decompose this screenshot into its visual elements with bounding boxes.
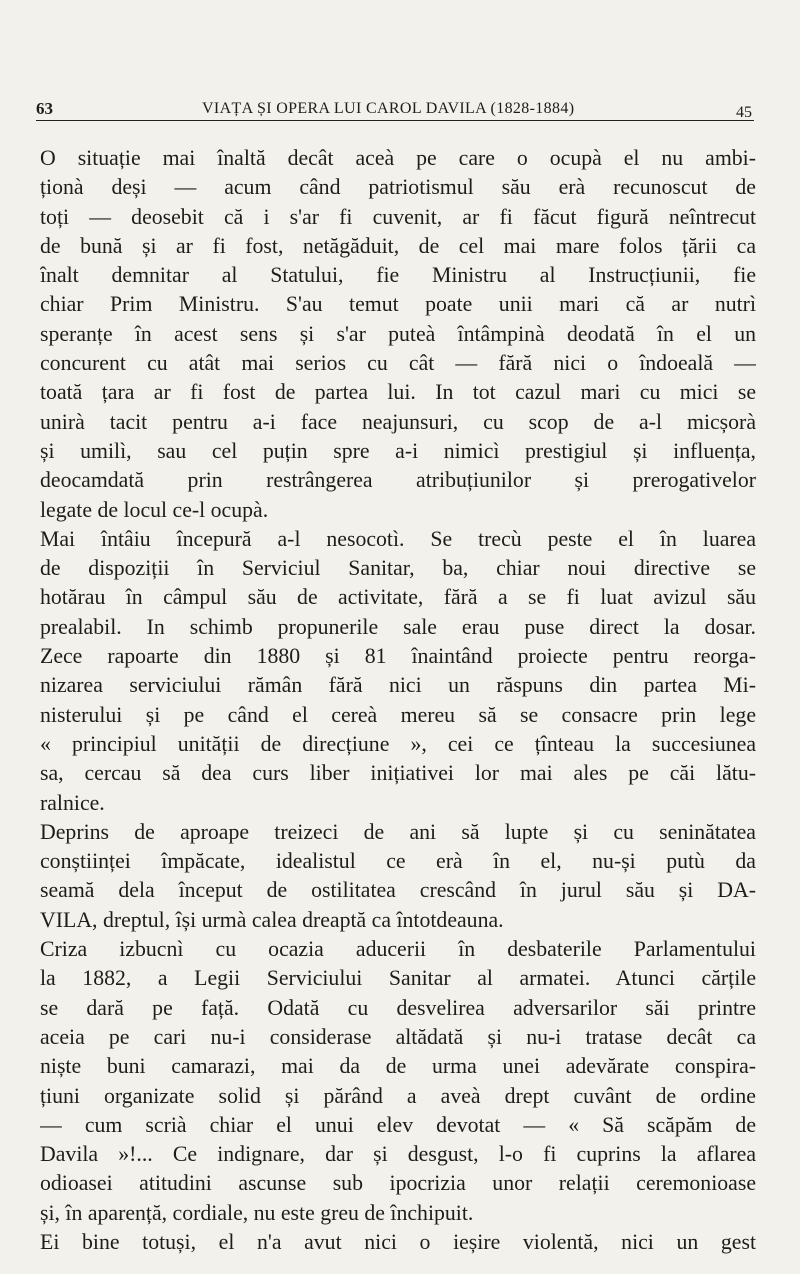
body-text: [40, 144, 756, 1257]
paragraph-end-line: legate de locul ce-l ocupà.: [40, 497, 269, 522]
text-line: de bună și ar fi fost, netăgăduit, de cel mai mare folos țării ca: [40, 233, 756, 258]
text-line: nizarea serviciului rămân fără nici un răspuns din partea Mi-: [40, 673, 756, 698]
text-line: înalt demnitar al Statului, fie Ministru al Instrucțiunii, fie: [40, 263, 756, 288]
text-line: odioasei atitudini ascunse sub ipocrizia unor relații ceremonioase: [40, 1171, 756, 1196]
paragraph-end-line: VILA, dreptul, își urmà calea dreaptă ca întotdeauna.: [40, 907, 504, 932]
text-line: toți — deosebit că i s'ar fi cuvenit, ar fi făcut figură neîntrecut: [40, 204, 756, 229]
text-line: speranțe în acest sens și s'ar puteà întâmpinà deodată în el un: [40, 321, 756, 346]
text-line: concurent cu atât mai serios cu cât — fără nici o îndoeală —: [40, 351, 756, 376]
left-page-number: 63: [36, 99, 53, 118]
text-line: chiar Prim Ministru. S'au temut poate unii mari că ar nutrì: [40, 292, 756, 317]
text-line: toată țara ar fi fost de partea lui. In tot cazul mari cu mici se: [40, 380, 756, 405]
text-line: aceia pe cari nu-i considerase altădată și nu-i tratase decât ca: [40, 1024, 756, 1049]
text-line: Criza izbucnì cu ocazia aducerii în desbaterile Parlamentului: [40, 937, 756, 962]
paragraph-end-line: și, în aparență, cordiale, nu este greu de închipuit.: [40, 1200, 474, 1225]
text-line: niște buni camarazi, mai da de urma unei adevărate conspira-: [40, 1054, 756, 1079]
text-line: se dară pe față. Odată cu desvelirea adversarilor săi printre: [40, 995, 756, 1020]
text-line: Ei bine totuși, el n'a avut nici o ieșire violentă, nici un gest: [40, 1229, 756, 1254]
text-line: hotărau în câmpul său de activitate, fără a se fi luat avizul său: [40, 585, 756, 610]
right-page-number: 45: [736, 104, 752, 121]
text-line: de dispoziții în Serviciul Sanitar, ba, chiar noui directive se: [40, 556, 756, 581]
text-line: și umilì, sau cel puțin spre a-i nimicì prestigiul și influența,: [40, 438, 756, 463]
text-line: la 1882, a Legii Serviciului Sanitar al armatei. Atunci cărțile: [40, 966, 756, 991]
text-line: Zece rapoarte din 1880 și 81 înaintând proiecte pentru reorga-: [40, 644, 756, 669]
text-line: Davila »!... Ce indignare, dar și desgust, l-o fi cuprins la aflarea: [40, 1142, 756, 1167]
text-line: nisterului și pe când el cereà mereu să se consacre prin lege: [40, 702, 756, 727]
text-line: — cum scrià chiar el unui elev devotat — « Să scăpăm de: [40, 1112, 756, 1137]
text-line: deocamdată prin restrângerea atribuțiunilor și prerogativelor: [40, 468, 756, 493]
text-line: « principiul unității de direcțiune », cei ce țînteau la succesiunea: [40, 731, 756, 756]
text-line: conștiinței împăcate, idealistul ce erà în el, nu-și putù da: [40, 849, 756, 874]
paragraph-end-line: ralnice.: [40, 790, 105, 815]
text-line: seamă dela început de ostilitatea crescând în jurul său și DA-: [40, 878, 756, 903]
text-line: Deprins de aproape treizeci de ani să lupte și cu seninătatea: [40, 819, 756, 844]
running-header: [36, 98, 754, 121]
text-line: prealabil. In schimb propunerile sale erau puse direct la dosar.: [40, 614, 756, 639]
text-line: Mai întâiu începură a-l nesocotì. Se trecù peste el în luarea: [40, 526, 756, 551]
text-line: sa, cercau să dea curs liber inițiativei lor mai ales pe căi lătu-: [40, 761, 756, 786]
text-line: țiuni organizate solid și părând a aveà drept cuvânt de ordine: [40, 1083, 756, 1108]
text-line: unirà tacit pentru a-i face neajunsuri, cu scop de a-l micșorà: [40, 409, 756, 434]
running-title: VIAȚA ȘI OPERA LUI CAROL DAVILA (1828-1884): [202, 100, 575, 117]
text-line: O situație mai înaltă decât aceà pe care o ocupà el nu ambi-: [40, 146, 756, 170]
text-line: ționà deși — acum când patriotismul său erà recunoscut de: [40, 175, 756, 200]
